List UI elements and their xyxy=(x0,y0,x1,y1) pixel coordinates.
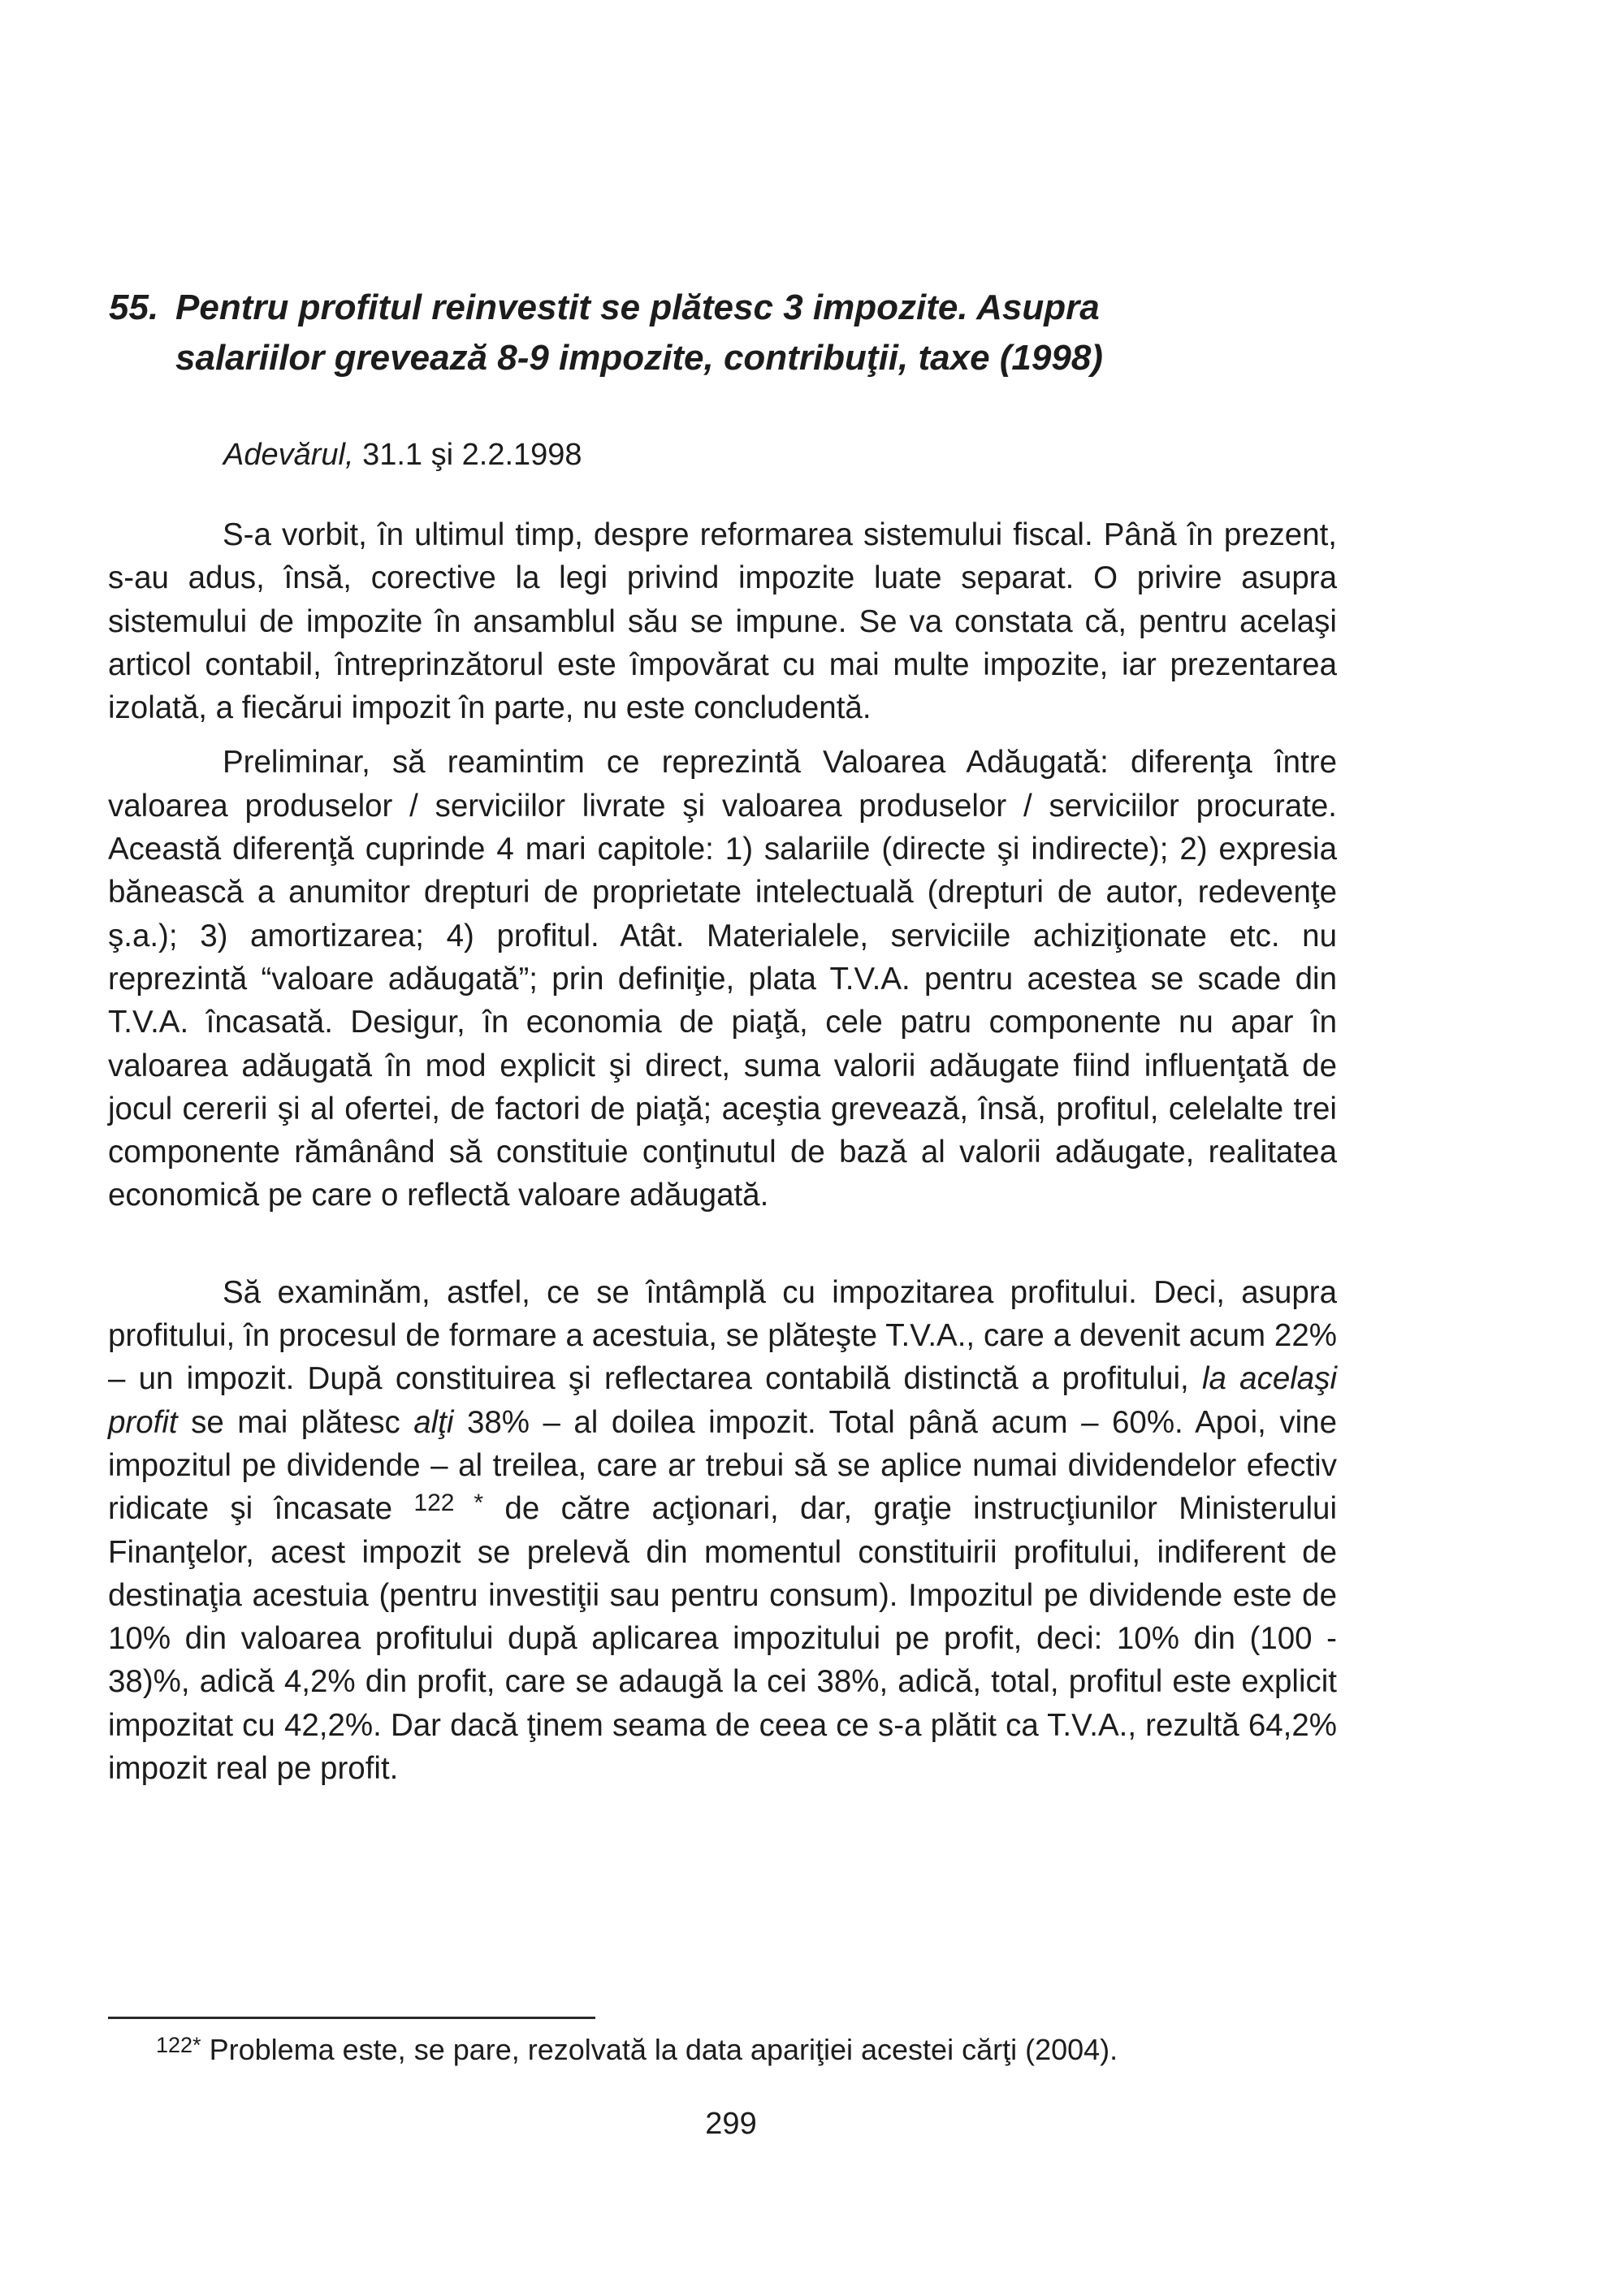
article-body xyxy=(108,513,1337,1790)
paragraph-3-italic-other: alţi xyxy=(413,1404,454,1440)
paragraph-3-italic-same-profit: la acelaşi profit xyxy=(108,1361,1338,1440)
paragraph-3-part-c: se mai plătesc xyxy=(177,1404,414,1440)
source-citation xyxy=(223,438,582,473)
footnote-reference-mark: * xyxy=(454,1490,484,1517)
chapter-heading xyxy=(109,283,1327,383)
footnote-divider xyxy=(108,2017,595,2019)
page-number: 299 xyxy=(705,2107,757,2141)
footnote-reference: 122 xyxy=(413,1490,455,1517)
source-dates: 31.1 şi 2.2.1998 xyxy=(353,438,582,472)
paragraph-3-part-e: 38% – al doilea impozit. Total până acum – 60%. Apoi, vine impozitul pe dividende – al treilea, care ar trebui să se aplice numai dividendelor efectiv ridicate şi încasate xyxy=(108,1404,1337,1527)
paragraph-3-part-f: de către acţionari, dar, graţie instrucţiunilor Ministerului Finanţelor, acest impozit se prelevă din momentul constituirii profitului, indiferent de destinaţia acestuia (pentru investiţii sau pentru consum). Impozitul pe dividende este de 10% din valoarea profitului după aplicarea impozitului pe profit, deci: 10% din (100 - 38)%, adică 4,2% din profit, care se adaugă la cei 38%, adică, total, profitul este explicit impozitat cu 42,2%. Dar dacă ţinem seama de ceea ce s-a plătit ca T.V.A., rezultă 64,2% impozit real pe profit. xyxy=(108,1491,1337,1787)
paragraph-3-part-a: Să examinăm, astfel, ce se întâmplă cu impozitarea profitului. Deci, asupra profitului, în procesul de formare a acestuia, se plăteşte T.V.A., care a devenit acum 22% – un impozit. După constituirea şi reflectarea contabilă distinctă a profitului, xyxy=(108,1274,1337,1397)
source-name: Adevărul, xyxy=(223,438,354,472)
paragraph-3 xyxy=(108,1271,1337,1791)
paragraph-1: S-a vorbit, în ultimul timp, despre reformarea sistemului fiscal. Până în prezent, s-au adus, însă, corective la legi privind impozite luate separat. O privire asupra sistemului de impozite în ansamblul său se impune. Se va constata că, pentru acelaşi articol contabil, întreprinzătorul este împovărat cu mai multe impozite, iar prezentarea izolată, a fiecărui impozit în parte, nu este concludentă. xyxy=(108,517,1337,726)
footnote xyxy=(156,2033,1118,2067)
footnote-text: Problema este, se pare, rezolvată la data apariţiei acestei cărţi (2004). xyxy=(201,2033,1118,2066)
chapter-title-line-1: Pentru profitul reinvestit se plătesc 3 impozite. Asupra xyxy=(175,288,1100,327)
chapter-title-line-2: salariilor grevează 8-9 impozite, contribuţii, taxe (1998) xyxy=(175,338,1103,378)
chapter-number: 55. xyxy=(109,288,159,327)
paragraph-2: Preliminar, să reamintim ce reprezintă Valoarea Adăugată: diferenţa între valoarea produselor / serviciilor livrate şi valoarea produselor / serviciilor procurate. Această diferenţă cuprinde 4 mari capitole: 1) salariile (directe şi indirecte); 2) expresia bănească a anumitor drepturi de proprietate intelectuală (drepturi de autor, redevenţe ş.a.); 3) amortizarea; 4) profitul. Atât. Materialele, serviciile achiziţionate etc. nu reprezintă “valoare adăugată”; prin definiţie, plata T.V.A. pentru acestea se scade din T.V.A. încasată. Desigur, în economia de piaţă, cele patru componente nu apar în valoarea adăugată în mod explicit şi direct, suma valorii adăugate fiind influenţată de jocul cererii şi al ofertei, de factori de piaţă; aceştia grevează, însă, profitul, celelalte trei componente rămânând să constituie conţinutul de bază al valorii adăugate, realitatea economică pe care o reflectă valoare adăugată. xyxy=(108,745,1337,1213)
footnote-marker: 122* xyxy=(156,2033,201,2057)
